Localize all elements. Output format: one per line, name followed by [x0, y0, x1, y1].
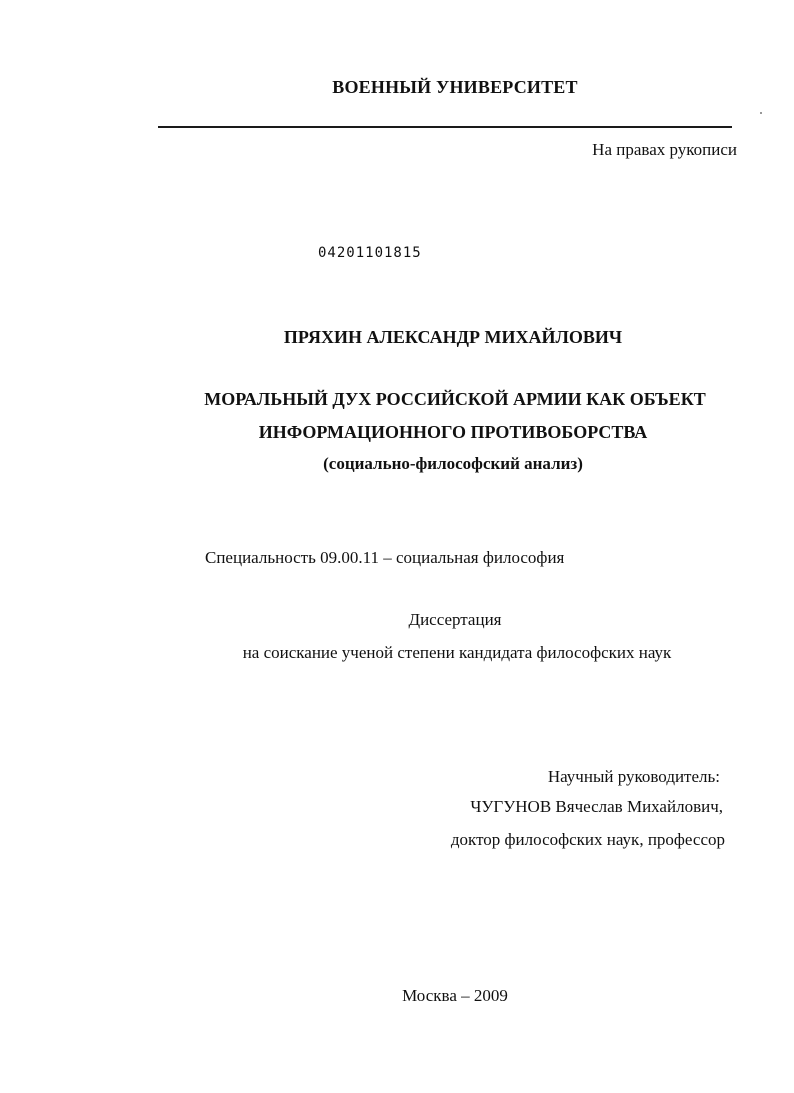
university-name: ВОЕННЫЙ УНИВЕРСИТЕТ	[332, 77, 578, 97]
dissertation-degree: на соискание ученой степени кандидата философских наук	[242, 643, 672, 662]
manuscript-note: На правах рукописи	[592, 140, 737, 159]
specialty-line: Специальность 09.00.11 – социальная философия	[205, 548, 565, 567]
title-subtitle: (социально-философский анализ)	[323, 454, 583, 473]
supervisor-label: Научный руководитель:	[547, 767, 720, 786]
supervisor-name: ЧУГУНОВ Вячеслав Михайлович,	[470, 797, 723, 816]
author-name: ПРЯХИН АЛЕКСАНДР МИХАЙЛОВИЧ	[283, 327, 623, 347]
header-divider	[158, 126, 732, 128]
catalog-code: 04201101815	[318, 245, 422, 261]
dissertation-type: Диссертация	[408, 610, 502, 629]
scan-speck	[760, 112, 762, 114]
city-year: Москва – 2009	[402, 986, 508, 1005]
title-line-1: МОРАЛЬНЫЙ ДУХ РОССИЙСКОЙ АРМИИ КАК ОБЪЕКТ	[204, 389, 706, 409]
title-line-2: ИНФОРМАЦИОННОГО ПРОТИВОБОРСТВА	[258, 422, 648, 442]
supervisor-title: доктор философских наук, профессор	[450, 830, 725, 849]
